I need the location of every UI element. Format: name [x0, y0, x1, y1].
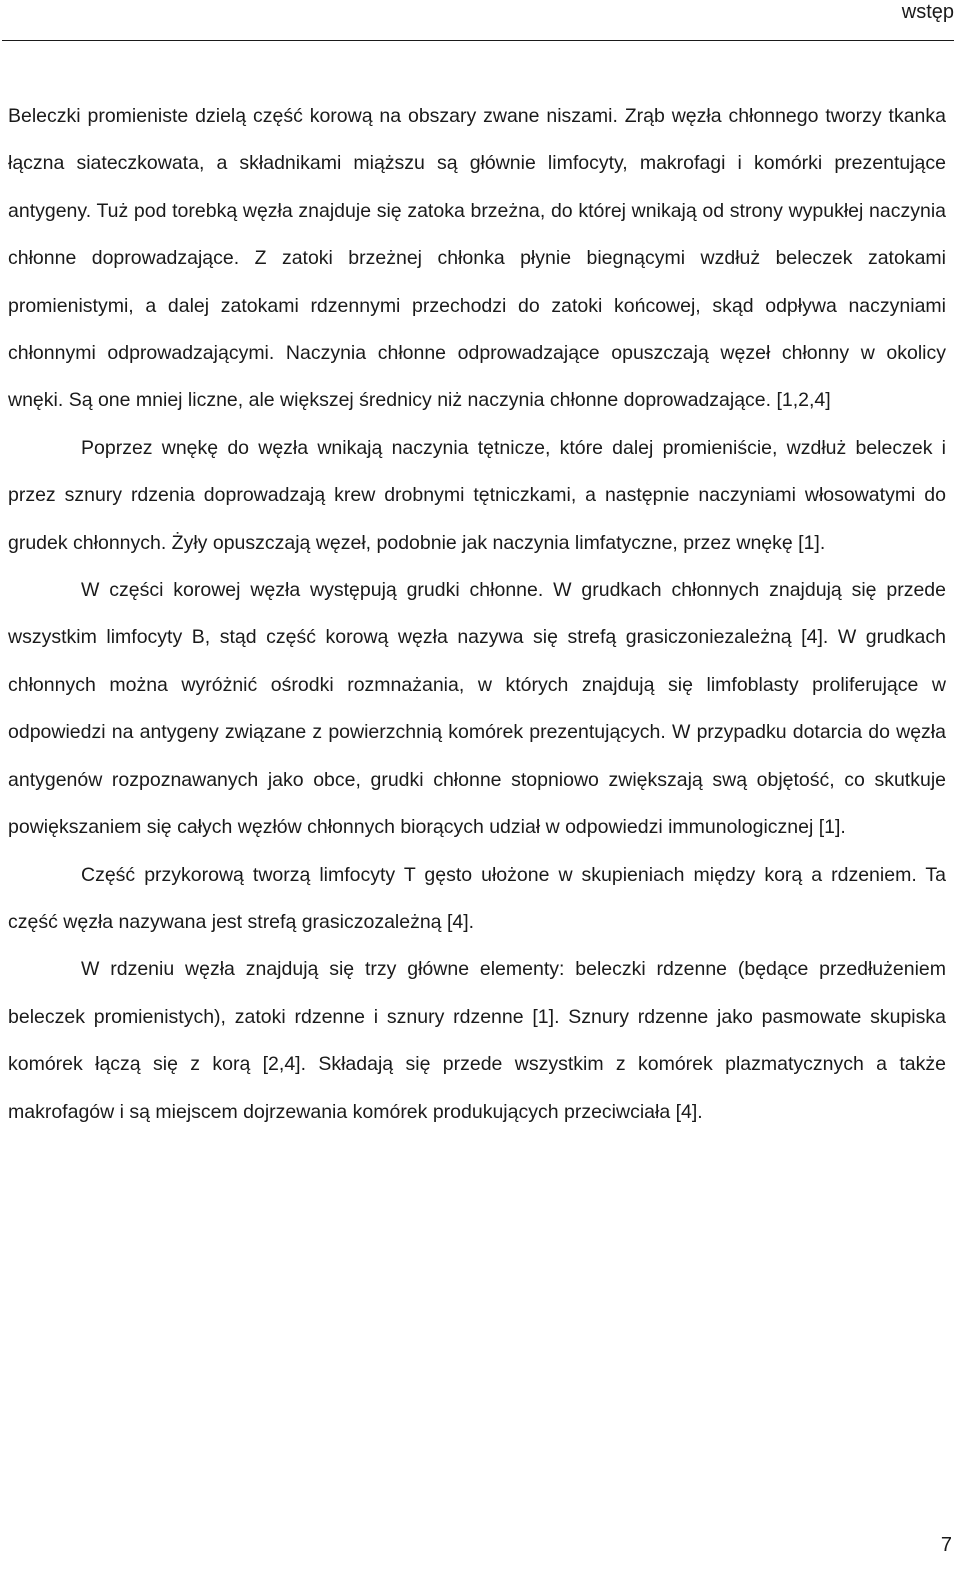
page-number: 7 [940, 1534, 952, 1556]
header-divider [2, 40, 954, 41]
paragraph-czesc-przykorowa: Część przykorową tworzą limfocyty T gęsto ułożone w skupieniach między korą a rdzeniem. Ta część węzła nazywana jest strefą grasiczozależną [4]. [8, 863, 946, 933]
running-header-title: wstęp [901, 1, 954, 23]
paragraph-nisze-zatoki: Beleczki promieniste dzielą część korową na obszary zwane niszami. Zrąb węzła chłonnego tworzy tkanka łączna siateczkowata, a składnikami miąższu są głównie limfocyty, makrofagi i komórki prezentujące antygeny. Tuż pod torebką węzła znajduje się zatoka brzeżna, do której wnikają od strony wypukłej naczynia chłonne doprowadzające. Z zatoki brzeżnej chłonka płynie biegnącymi wzdłuż beleczek zatokami promienistymi, a dalej zatokami rdzennymi przechodzi do zatoki końcowej, skąd odpływa naczyniami chłonnymi odprowadzającymi. Naczynia chłonne odprowadzające opuszczają węzeł chłonny w okolicy wnęki. Są one mniej liczne, ale większej średnicy niż naczynia chłonne doprowadzające. [1,2,4] [8, 105, 946, 412]
body-text [8, 93, 946, 1136]
paragraph-unaczynienie: Poprzez wnękę do węzła wnikają naczynia tętnicze, które dalej promieniście, wzdłuż beleczek i przez sznury rdzenia doprowadzają krew drobnymi tętniczkami, a następnie naczyniami włosowatymi do grudek chłonnych. Żyły opuszczają węzeł, podobnie jak naczynia limfatyczne, przez wnękę [1]. [8, 436, 946, 554]
paragraph-grudki-chlonne: W części korowej węzła występują grudki chłonne. W grudkach chłonnych znajdują się przede wszystkim limfocyty B, stąd część korową węzła nazywa się strefą grasiczoniezależną [4]. W grudkach chłonnych można wyróżnić ośrodki rozmnażania, w których znajdują się limfoblasty proliferujące w odpowiedzi na antygeny związane z powierzchnią komórek prezentujących. W przypadku dotarcia do węzła antygenów rozpoznawanych jako obce, grudki chłonne stopniowo zwiększają swą objętość, co skutkuje powiększaniem się całych węzłów chłonnych biorących udział w odpowiedzi immunologicznej [1]. [8, 579, 946, 839]
paragraph-rdzen: W rdzeniu węzła znajdują się trzy główne elementy: beleczki rdzenne (będące przedłużeniem beleczek promienistych), zatoki rdzenne i sznury rdzenne [1]. Sznury rdzenne jako pasmowate skupiska komórek łączą się z korą [2,4]. Składają się przede wszystkim z komórek plazmatycznych a także makrofagów i są miejscem dojrzewania komórek produkujących przeciwciała [4]. [8, 958, 946, 1123]
